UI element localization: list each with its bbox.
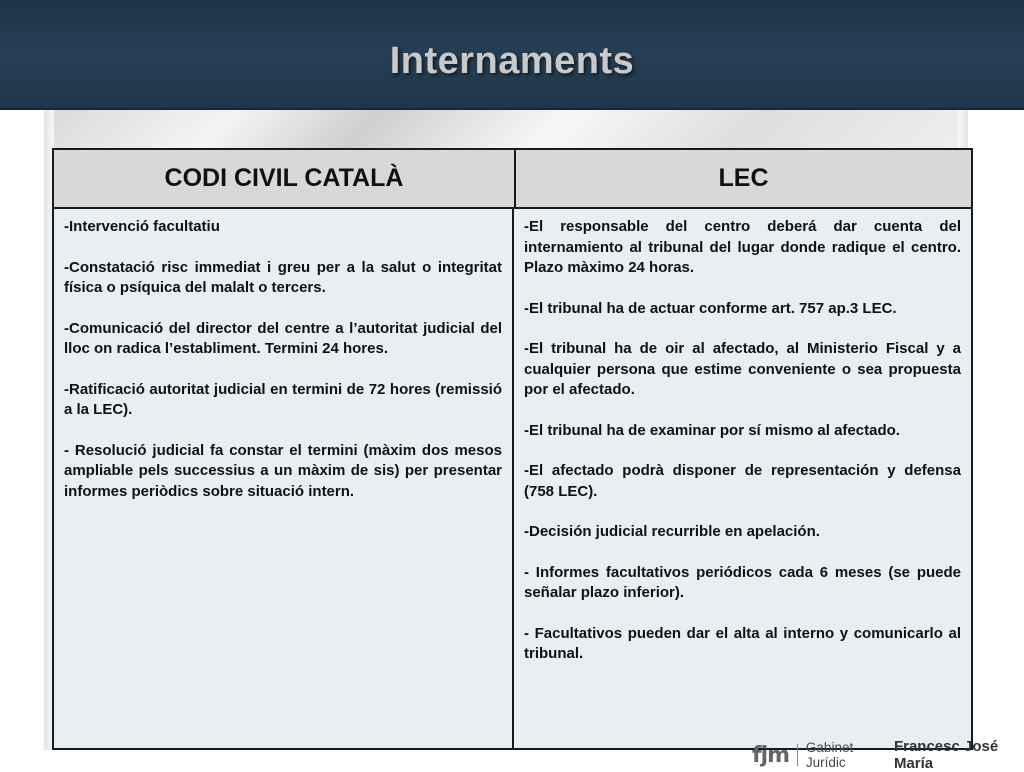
firm-prefix: Gabinet Jurídic [805,740,854,770]
list-item: - Informes facultativos periódicos cada 6 meses (se puede señalar plazo inferior). [524,563,961,601]
list-item: -El tribunal ha de oir al afectado, al Ministerio Fiscal y a cualquier persona que estime conveniente o sea propuesta por el afectado. [524,340,961,398]
list-item: -Comunicació del director del centre a l’autoritat judicial del lloc on radica l’establiment. Termini 24 hores. [64,319,502,357]
column-codi-civil-catala [54,209,514,748]
column-lec [514,209,971,748]
background-decoration [44,110,968,150]
logo-divider [797,744,798,766]
firm-name: Francesc José María [893,738,999,772]
header-codi-civil-catala: CODI CIVIL CATALÀ [54,150,516,207]
firm-logo [752,738,1024,772]
table-header-row [54,150,971,209]
logo-mark: fjm [752,742,790,768]
header-lec: LEC [516,150,971,207]
comparison-table [52,148,973,750]
list-item: -Ratificació autoritat judicial en termini de 72 hores (remissió a la LEC). [64,380,502,418]
list-item: -Decisión judicial recurrible en apelación. [524,523,820,540]
list-item: -El responsable del centro deberá dar cuenta del internamiento al tribunal del lugar donde radique el centro. Plazo màximo 24 horas. [524,218,961,276]
page-title: Internaments [389,40,635,82]
list-item: - Facultativos pueden dar el alta al interno y comunicarlo al tribunal. [524,624,961,662]
list-item: -El afectado podrà disponer de representación y defensa (758 LEC). [524,462,961,500]
list-item: - Resolució judicial fa constar el termini (màxim dos mesos ampliable pels successius a un màxim de sis) per presentar informes periòdics sobre situació intern. [64,441,502,500]
list-item: -Intervenció facultatiu [64,218,220,235]
list-item: -Constatació risc immediat i greu per a la salut o integritat física o psíquica del malalt o tercers. [64,258,502,296]
table-body-row [54,209,971,748]
list-item: -El tribunal ha de actuar conforme art. 757 ap.3 LEC. [524,299,897,317]
list-item: -El tribunal ha de examinar por sí mismo al afectado. [524,421,900,439]
